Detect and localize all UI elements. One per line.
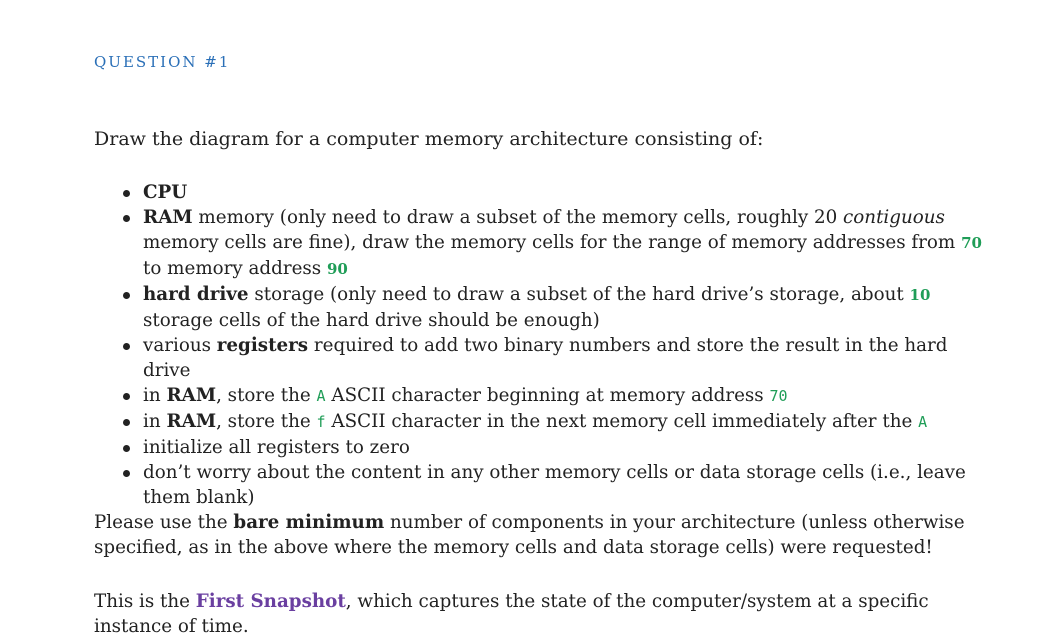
char-f-code: f [316,413,326,431]
list-item-cpu [143,180,988,205]
para1-pre: Please use the [94,512,234,533]
para2-pre: This is the [94,591,196,612]
ram-text-2: memory cells are fine), draw the memory cells for the range of memory addresses from [143,232,962,253]
snapshot-paragraph [94,589,994,639]
storage-cell-count: 10 [909,286,931,304]
first-snapshot-text: First Snapshot [195,591,346,612]
hard-drive-label: hard drive [143,284,249,305]
store-f-post: ASCII character in the next memory cell immediately after the [325,411,919,432]
init-text: initialize all registers to zero [143,437,410,458]
contiguous-word: contiguous [843,207,945,228]
dont-worry-text: don’t worry about the content in any other memory cells or data storage cells (i.e., leave them blank) [143,462,966,508]
list-item-registers [143,333,988,383]
list-item-store-a [143,383,988,409]
char-a2-code: A [918,413,928,431]
store-f-mid: , store the [216,411,317,432]
para2-post: , which captures the state of the computer/system at a specific instance of time. [94,591,929,637]
list-item-dont-worry [143,460,988,510]
bare-minimum-paragraph [94,510,994,560]
store-a-ram-label: RAM [166,385,217,406]
store-a-mid: , store the [216,385,317,406]
registers-pre: various [143,335,217,356]
requirements-list [94,180,988,510]
question-heading: QUESTION #1 [94,53,231,71]
hard-drive-text-1: storage (only need to draw a subset of the hard drive’s storage, about [248,284,910,305]
store-f-ram-label: RAM [166,411,217,432]
ram-cell-count: 20 [813,207,838,228]
address-70-code: 70 [769,387,788,405]
hard-drive-text-2: storage cells of the hard drive should be enough) [143,310,600,331]
char-a-code: A [316,387,326,405]
cpu-label: CPU [143,182,188,203]
registers-label: registers [216,335,309,356]
store-f-pre: in [143,411,167,432]
store-a-post: ASCII character beginning at memory address [325,385,770,406]
ram-text-3: to memory address [143,258,327,279]
list-item-store-f [143,409,988,435]
ram-text-1: memory (only need to draw a subset of the memory cells, roughly [192,207,814,228]
para1-post: number of components in your architecture (unless otherwise specified, as in the above where the memory cells and data storage cells) were requested! [94,512,965,558]
registers-post: required to add two binary numbers and store the result in the hard drive [143,335,948,381]
ram-end-address: 90 [326,260,348,278]
ram-label: RAM [143,207,193,228]
list-item-ram [143,205,988,282]
bare-minimum-text: bare minimum [233,512,385,533]
ram-start-address: 70 [961,234,982,252]
question-intro: Draw the diagram for a computer memory architecture consisting of: [94,128,764,150]
store-a-pre: in [143,385,167,406]
list-item-init [143,435,988,460]
list-item-hard-drive [143,282,988,333]
